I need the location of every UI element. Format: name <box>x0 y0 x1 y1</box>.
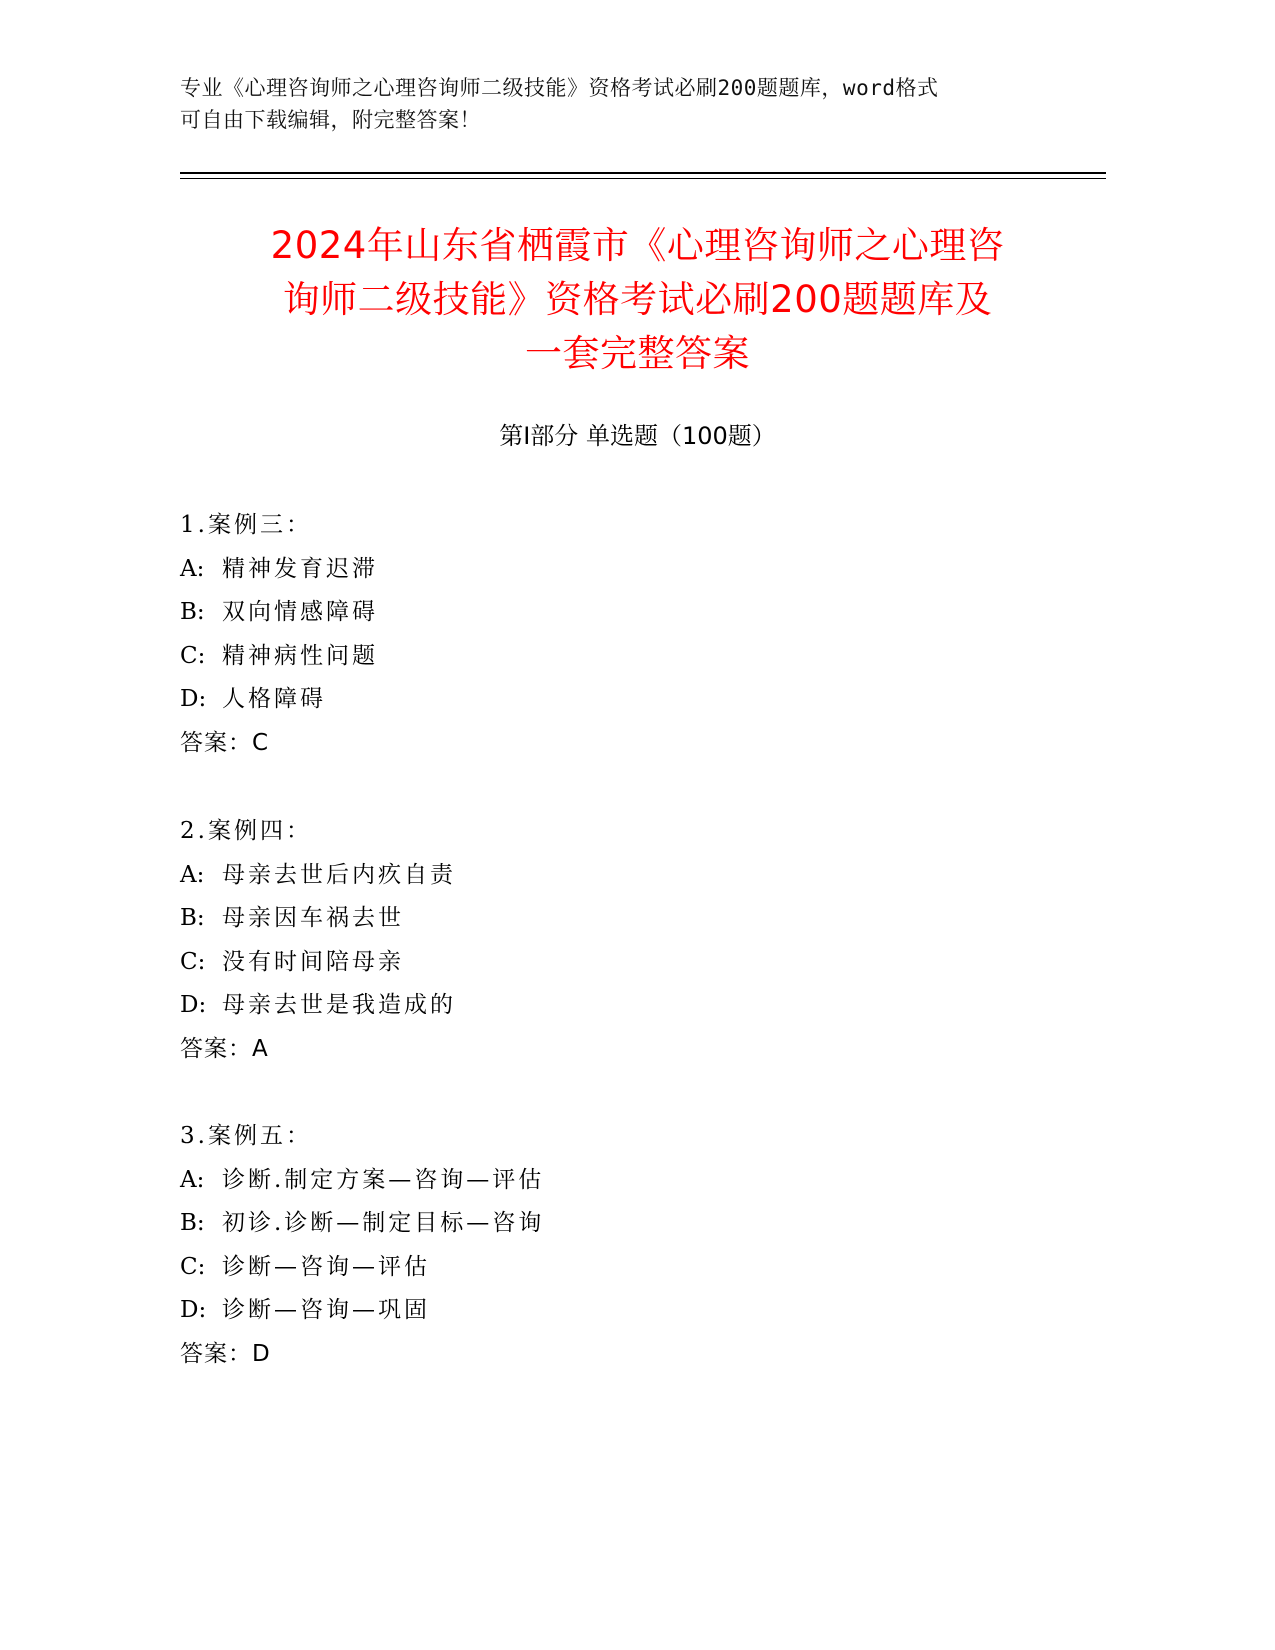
document-title-line-3: 一套完整答案 <box>525 332 750 375</box>
header-note-line-1: 专业《心理咨询师之心理咨询师二级技能》资格考试必刷200题题库，word格式 <box>180 76 939 100</box>
option-key: B: <box>180 1210 205 1237</box>
option-key: B: <box>180 905 205 932</box>
option-a <box>180 548 1080 592</box>
option-text: 诊断—咨询—评估 <box>222 1253 430 1280</box>
question-1 <box>180 504 1080 766</box>
option-d <box>180 1289 1080 1333</box>
option-text: 诊断—咨询—巩固 <box>222 1297 430 1324</box>
answer-line: 答案：D <box>180 1340 271 1367</box>
document-title-line-2: 询师二级技能》资格考试必刷200题题库及 <box>282 278 993 321</box>
option-key: A: <box>180 1166 205 1193</box>
option-d <box>180 984 1080 1028</box>
option-c <box>180 635 1080 679</box>
option-b <box>180 1202 1080 1246</box>
option-key: D: <box>180 992 207 1019</box>
option-text: 双向情感障碍 <box>222 599 378 626</box>
option-key: D: <box>180 1297 207 1324</box>
option-key: C: <box>180 1253 206 1280</box>
question-stem: 1.案例三： <box>180 512 312 538</box>
option-a <box>180 854 1080 898</box>
option-key: A: <box>180 861 205 888</box>
question-2 <box>180 810 1080 1072</box>
option-key: D: <box>180 686 207 713</box>
question-stem: 2.案例四： <box>180 818 312 844</box>
question-3 <box>180 1115 1080 1377</box>
option-text: 精神发育迟滞 <box>222 555 378 582</box>
option-a <box>180 1159 1080 1203</box>
option-key: C: <box>180 948 206 975</box>
option-c <box>180 1246 1080 1290</box>
option-b <box>180 897 1080 941</box>
option-text: 母亲因车祸去世 <box>222 905 404 932</box>
option-text: 母亲去世是我造成的 <box>222 992 456 1019</box>
option-text: 母亲去世后内疚自责 <box>222 861 456 888</box>
option-b <box>180 591 1080 635</box>
document-title-line-1: 2024年山东省栖霞市《心理咨询师之心理咨 <box>270 224 1005 267</box>
option-text: 初诊.诊断—制定目标—咨询 <box>222 1210 545 1237</box>
option-key: C: <box>180 642 206 669</box>
option-text: 精神病性问题 <box>222 642 378 669</box>
header-divider-thin <box>180 178 1106 179</box>
header-note-line-2: 可自由下载编辑，附完整答案！ <box>180 108 481 132</box>
document-title <box>150 219 1125 381</box>
option-text: 人格障碍 <box>222 686 326 713</box>
answer-line: 答案：A <box>180 1035 269 1062</box>
option-text: 没有时间陪母亲 <box>222 948 404 975</box>
question-stem: 3.案例五： <box>180 1123 312 1149</box>
option-key: B: <box>180 599 205 626</box>
option-text: 诊断.制定方案—咨询—评估 <box>222 1166 545 1193</box>
answer-line: 答案：C <box>180 729 270 756</box>
section-title: 第Ⅰ部分 单选题（100题） <box>499 422 776 450</box>
header-divider-thick <box>180 172 1106 174</box>
option-c <box>180 941 1080 985</box>
header-note <box>180 72 1060 136</box>
option-d <box>180 678 1080 722</box>
option-key: A: <box>180 555 205 582</box>
